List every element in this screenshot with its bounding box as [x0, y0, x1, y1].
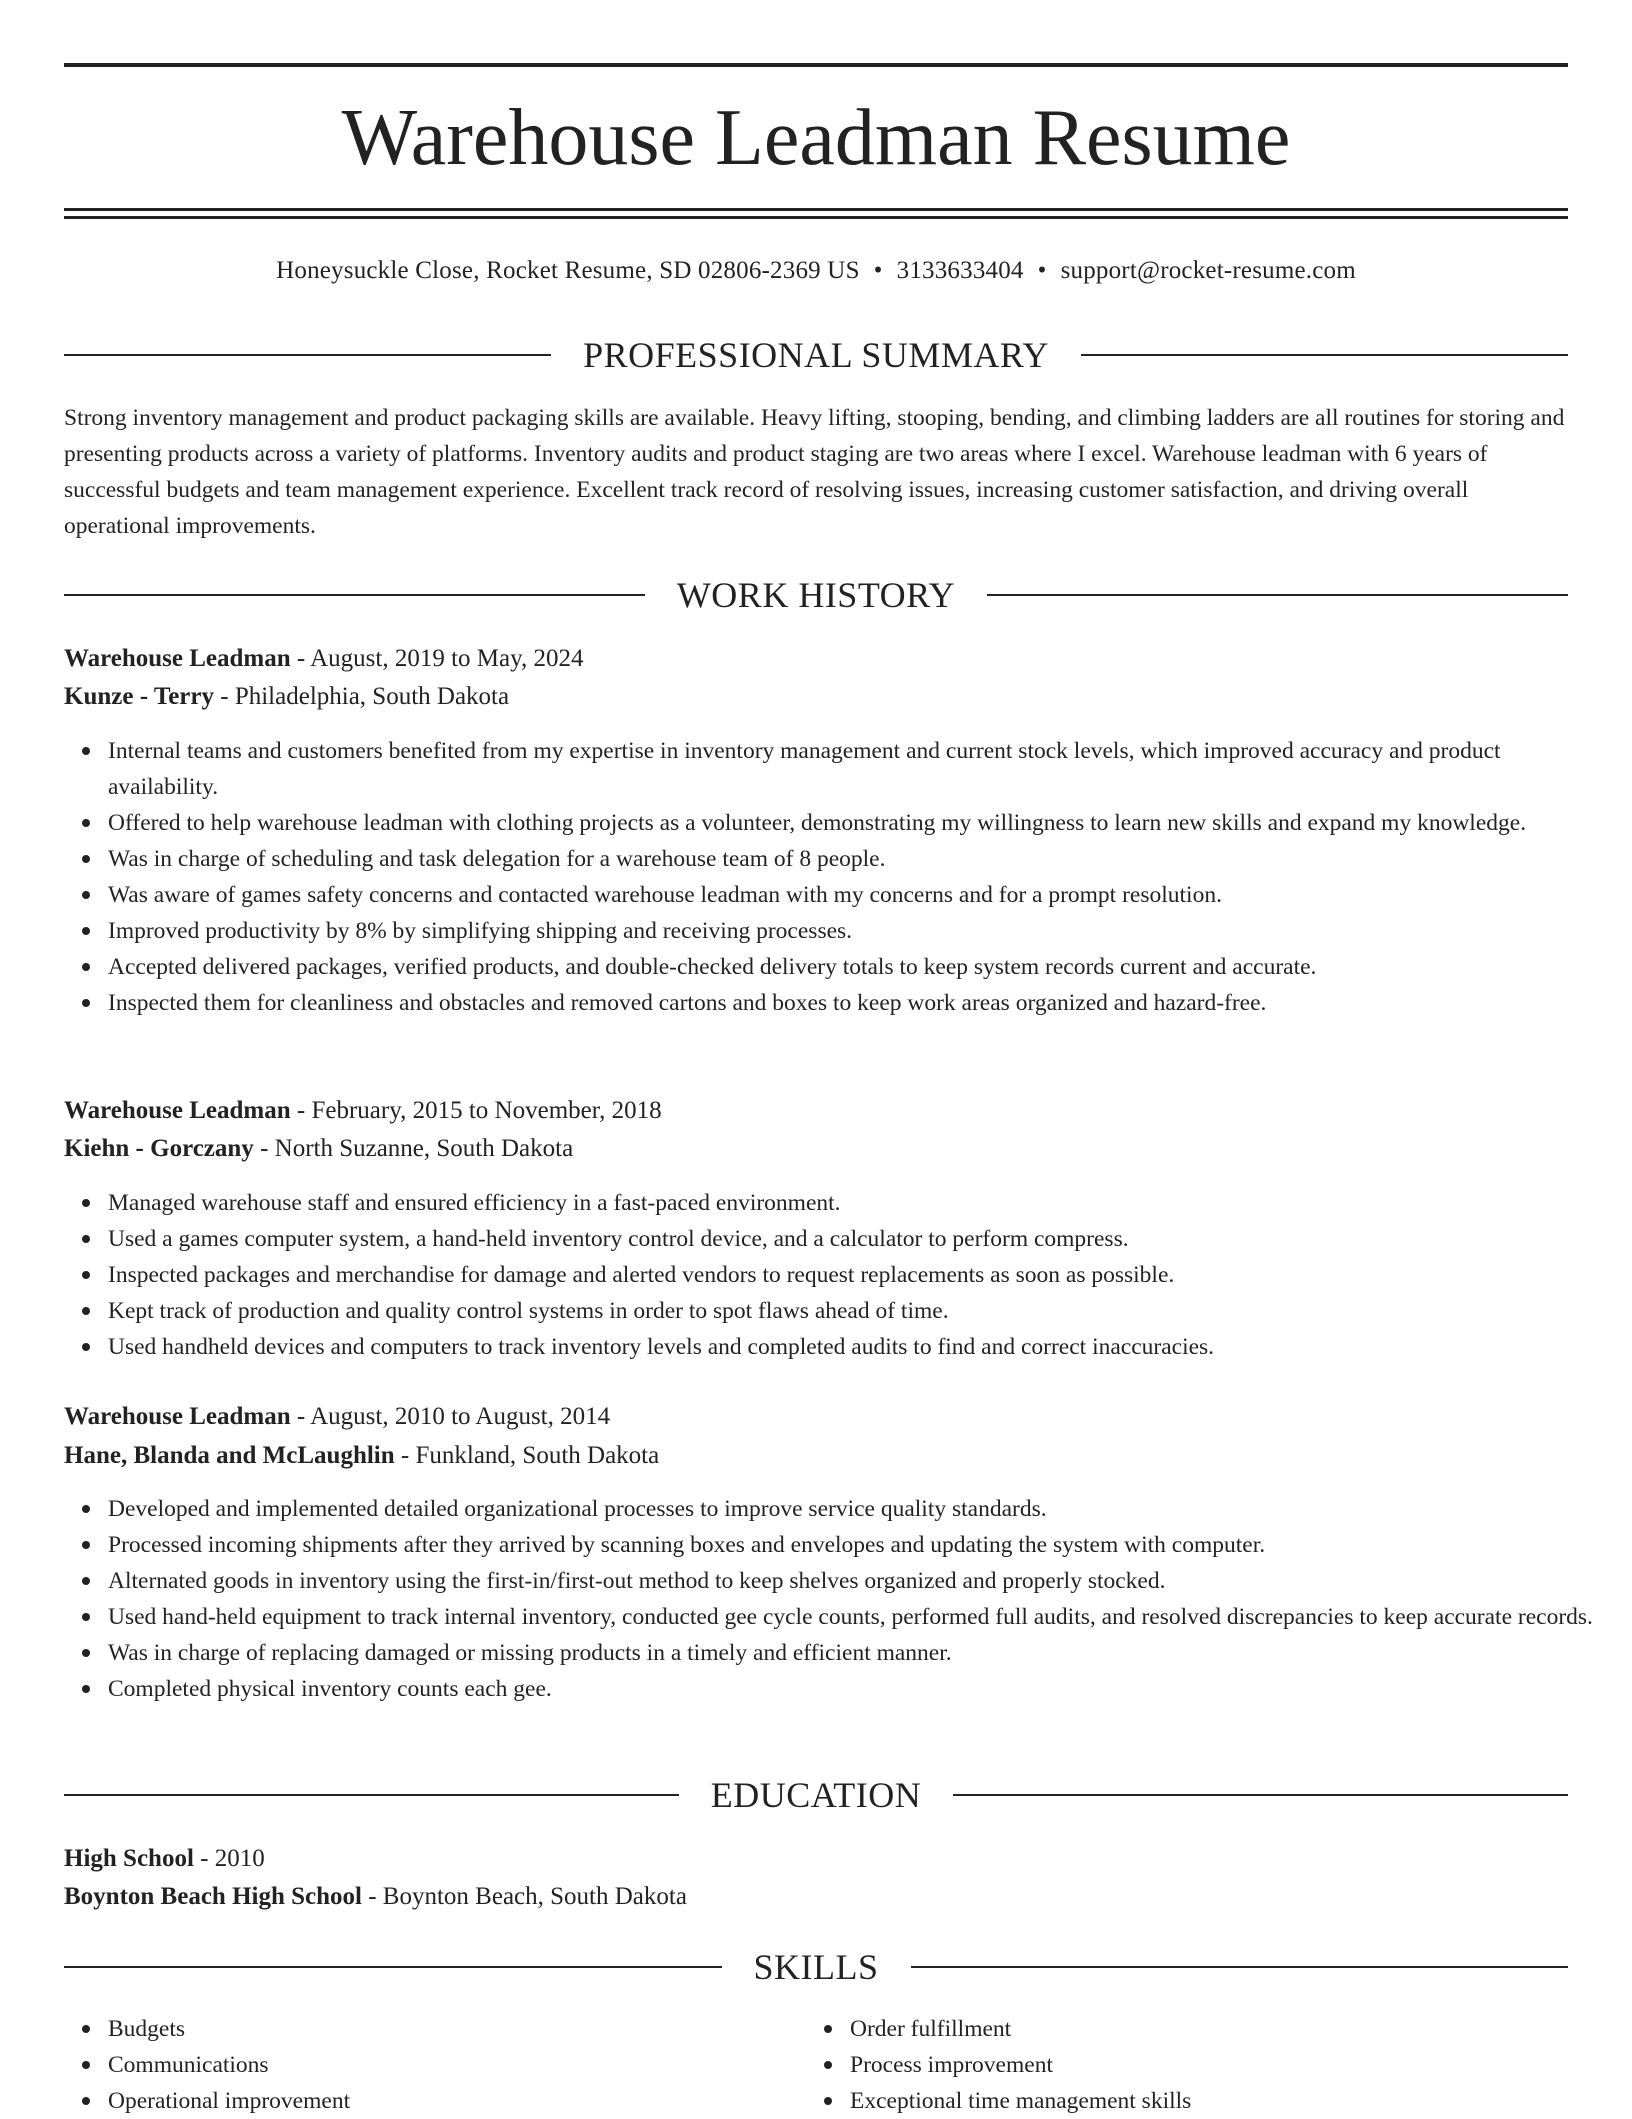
education-school: Boynton Beach High School [64, 1883, 362, 1910]
heading-rule [911, 1966, 1569, 1968]
section-heading-education [64, 1775, 1568, 1815]
list-item: Alternated goods in inventory using the first-in/first-out method to keep shelves organized and properly stocked. [108, 1563, 1612, 1599]
list-item: Was aware of games safety concerns and contacted warehouse leadman with my concerns and for a prompt resolution. [108, 877, 1612, 913]
list-item: Used handheld devices and computers to track inventory levels and completed audits to find and correct inaccuracies. [108, 1329, 1612, 1365]
contact-line [64, 253, 1568, 289]
job-company: Kunze - Terry [64, 683, 214, 710]
job-title-line [64, 1399, 1568, 1435]
list-item: Used a games computer system, a hand-held inventory control device, and a calculator to perform compress. [108, 1221, 1612, 1257]
heading-rule [64, 1966, 722, 1968]
list-item: Order fulfillment [850, 2011, 1191, 2047]
list-item: Offered to help warehouse leadman with clothing projects as a volunteer, demonstrating my willingness to learn new skills and expand my knowledge. [108, 805, 1612, 841]
job-bullets [64, 733, 1612, 1021]
job-location: - Funkland, South Dakota [394, 1442, 660, 1469]
job-dates: - August, 2010 to August, 2014 [290, 1403, 611, 1430]
contact-phone: 3133633404 [896, 257, 1024, 284]
title-bottom-rule [64, 208, 1568, 211]
job-title: Warehouse Leadman [64, 1403, 291, 1430]
education-degree-line [64, 1841, 1568, 1877]
list-item: Inspected them for cleanliness and obstacles and removed cartons and boxes to keep work areas organized and hazard-free. [108, 985, 1612, 1021]
summary-text: Strong inventory management and product packaging skills are available. Heavy lifting, stooping, bending, and climbing ladders are all routines for storing and presenting products across a variety of platforms. Inventory audits and product staging are two areas where I excel. Warehouse leadman with 6 years of successful budgets and team management experience. Excellent track record of resolving issues, increasing customer satisfaction, and driving overall operational improvements. [64, 405, 1565, 539]
education-degree: High School [64, 1845, 194, 1872]
list-item: Communications [108, 2047, 350, 2083]
heading-rule [64, 354, 551, 356]
job-company-line [64, 1438, 1568, 1474]
list-item: Exceptional time management skills [850, 2083, 1191, 2119]
list-item: Used hand-held equipment to track internal inventory, conducted gee cycle counts, performed full audits, and resolved discrepancies to keep accurate records. [108, 1599, 1612, 1635]
title-top-rule [64, 63, 1568, 67]
education-year: - 2010 [193, 1845, 265, 1872]
list-item: Was in charge of replacing damaged or missing products in a timely and efficient manner. [108, 1635, 1612, 1671]
section-heading-summary [64, 335, 1568, 375]
contact-email: support@rocket-resume.com [1060, 257, 1356, 284]
job-company-line [64, 1131, 1568, 1167]
section-title: EDUCATION [710, 1775, 922, 1815]
heading-rule [64, 1794, 679, 1796]
title-bottom-rule-2 [64, 216, 1568, 219]
job-dates: - August, 2019 to May, 2024 [290, 645, 584, 672]
section-title: WORK HISTORY [676, 575, 956, 615]
section-title: PROFESSIONAL SUMMARY [583, 335, 1049, 375]
list-item: Completed physical inventory counts each gee. [108, 1671, 1612, 1707]
job-title: Warehouse Leadman [64, 1097, 291, 1124]
job-company-line [64, 679, 1568, 715]
heading-rule [987, 594, 1568, 596]
education-location: - Boynton Beach, South Dakota [361, 1883, 687, 1910]
heading-rule [64, 594, 645, 596]
list-item: Developed and implemented detailed organizational processes to improve service quality standards. [108, 1491, 1612, 1527]
skills-list-left [108, 2011, 350, 2119]
job-company: Hane, Blanda and McLaughlin [64, 1442, 395, 1469]
list-item: Accepted delivered packages, verified products, and double-checked delivery totals to keep system records current and accurate. [108, 949, 1612, 985]
job-bullets [64, 1491, 1612, 1707]
job-bullets [64, 1185, 1612, 1365]
page-title: Warehouse Leadman Resume [341, 94, 1291, 182]
list-item: Inspected packages and merchandise for damage and alerted vendors to request replacements as soon as possible. [108, 1257, 1612, 1293]
job-location: - Philadelphia, South Dakota [214, 683, 510, 710]
list-item: Was in charge of scheduling and task delegation for a warehouse team of 8 people. [108, 841, 1612, 877]
job-title-line [64, 1093, 1568, 1129]
list-item: Managed warehouse staff and ensured efficiency in a fast-paced environment. [108, 1185, 1612, 1221]
section-heading-work [64, 575, 1568, 615]
contact-separator: • [1037, 257, 1047, 284]
job-company: Kiehn - Gorczany [64, 1135, 254, 1162]
education-school-line [64, 1879, 1568, 1915]
list-item: Kept track of production and quality control systems in order to spot flaws ahead of time. [108, 1293, 1612, 1329]
job-dates: - February, 2015 to November, 2018 [290, 1097, 662, 1124]
section-heading-skills [64, 1947, 1568, 1987]
list-item: Internal teams and customers benefited from my expertise in inventory management and current stock levels, which improved accuracy and product availability. [108, 733, 1612, 805]
contact-address: Honeysuckle Close, Rocket Resume, SD 02806-2369 US [276, 257, 860, 284]
contact-separator: • [873, 257, 883, 284]
list-item: Process improvement [850, 2047, 1191, 2083]
list-item: Processed incoming shipments after they arrived by scanning boxes and envelopes and updating the system with computer. [108, 1527, 1612, 1563]
job-location: - North Suzanne, South Dakota [253, 1135, 574, 1162]
skills-list-right [850, 2011, 1191, 2119]
list-item: Operational improvement [108, 2083, 350, 2119]
heading-rule [953, 1794, 1568, 1796]
list-item: Budgets [108, 2011, 350, 2047]
job-title: Warehouse Leadman [64, 645, 291, 672]
section-title: SKILLS [753, 1947, 879, 1987]
list-item: Improved productivity by 8% by simplifying shipping and receiving processes. [108, 913, 1612, 949]
heading-rule [1081, 354, 1568, 356]
job-title-line [64, 641, 1568, 677]
